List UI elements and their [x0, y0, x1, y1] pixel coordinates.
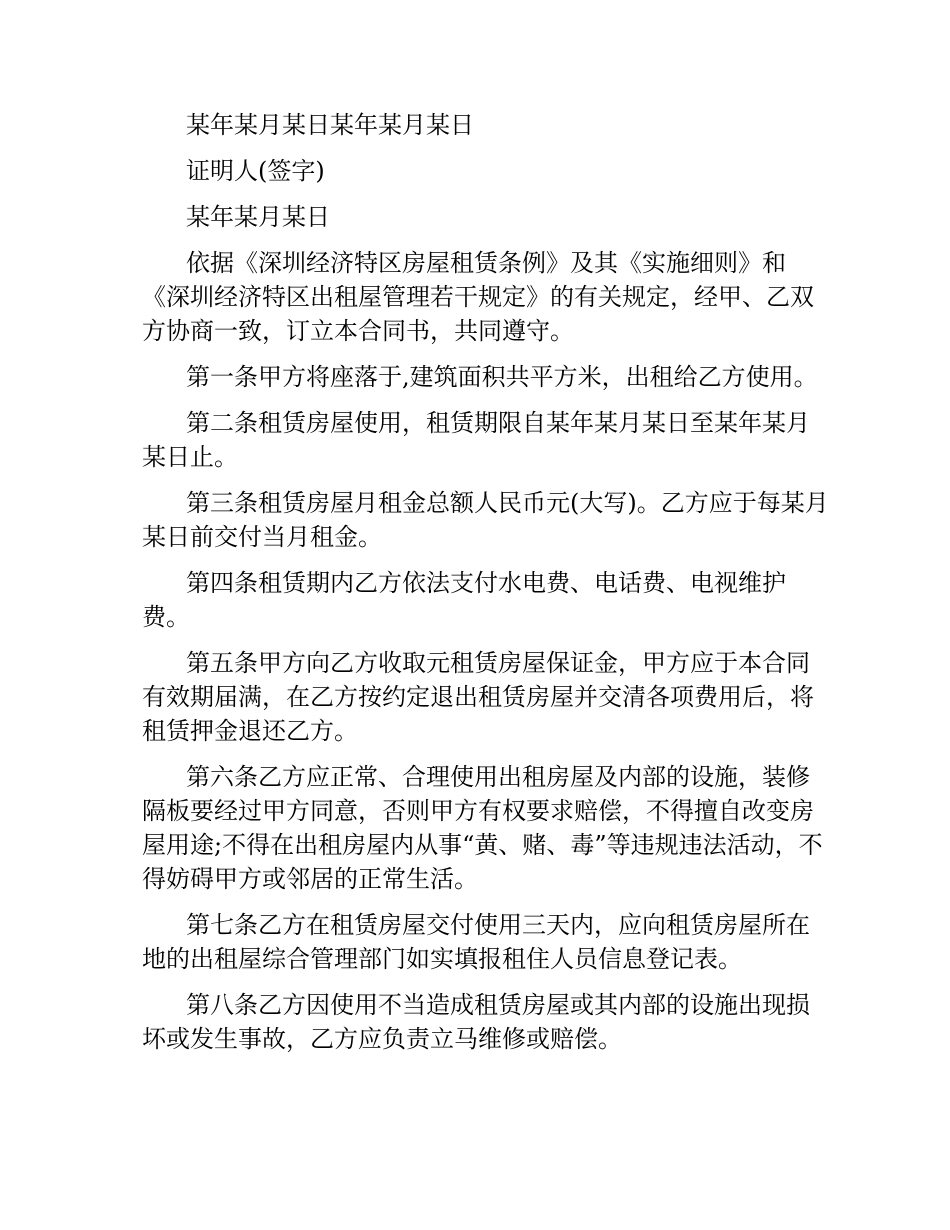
witness-signature-line: 证明人(签字) [186, 157, 325, 185]
witness-date-line: 某年某月某日 [186, 203, 330, 231]
article-1: 第一条甲方将座落于,建筑面积共平方米，出租给乙方使用。 [186, 363, 818, 391]
article-2: 第二条租赁房屋使用，租赁期限自某年某月某日至某年某月某日止。 [142, 409, 810, 471]
article-3: 第三条租赁房屋月租金总额人民币元(大写)。乙方应于每某月某日前交付当月租金。 [142, 489, 829, 551]
preamble-paragraph: 依据《深圳经济特区房屋租赁条例》及其《实施细则》和《深圳经济特区出租屋管理若干规定》的有关规定，经甲、乙双方协商一致，订立本合同书，共同遵守。 [142, 249, 814, 345]
date-line: 某年某月某日某年某月某日 [186, 111, 474, 139]
article-6: 第六条乙方应正常、合理使用出租房屋及内部的设施，装修隔板要经过甲方同意，否则甲方有权要求赔偿，不得擅自改变房屋用途;不得在出租房屋内从事“黄、赌、毒”等违规违法活动，不得妨碍甲方或邻居的正常生活。 [142, 763, 823, 893]
article-8: 第八条乙方因使用不当造成租赁房屋或其内部的设施出现损坏或发生事故，乙方应负责立马维修或赔偿。 [142, 991, 810, 1053]
document-body [142, 108, 832, 1068]
article-4: 第四条租赁期内乙方依法支付水电费、电话费、电视维护费。 [142, 569, 786, 631]
article-7: 第七条乙方在租赁房屋交付使用三天内，应向租赁房屋所在地的出租屋综合管理部门如实填报租住人员信息登记表。 [142, 911, 810, 973]
article-5: 第五条甲方向乙方收取元租赁房屋保证金，甲方应于本合同有效期届满，在乙方按约定退出租赁房屋并交清各项费用后，将租赁押金退还乙方。 [142, 649, 814, 745]
